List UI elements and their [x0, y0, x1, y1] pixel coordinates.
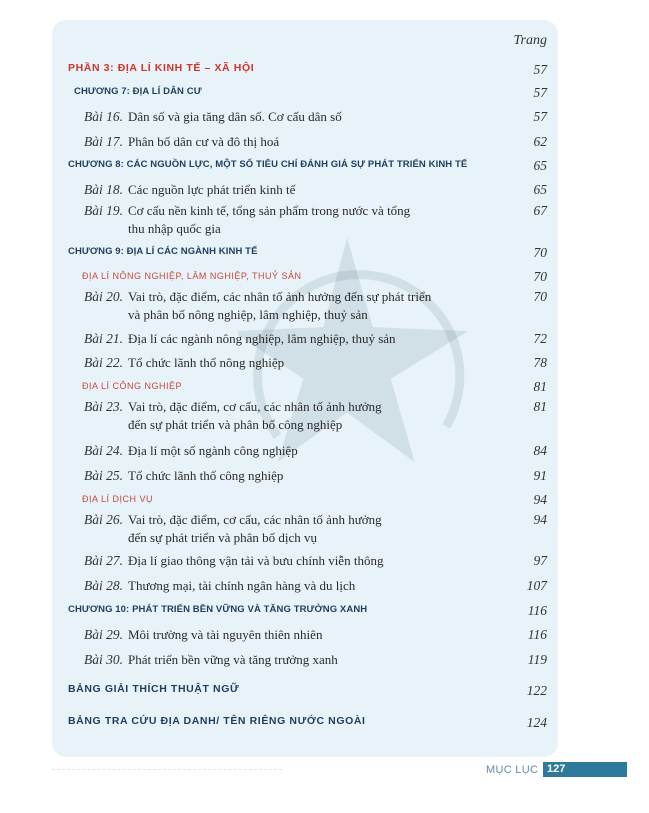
page-number: 81 [533, 379, 547, 394]
toc-lesson-row[interactable] [0, 626, 649, 646]
lesson-number: Bài 27. [84, 553, 123, 568]
toc-lesson-row[interactable] [0, 202, 649, 238]
page-number: 97 [533, 553, 547, 568]
lesson-number: Bài 22. [84, 355, 123, 370]
toc-lesson-row[interactable] [0, 330, 649, 350]
toc-lesson-row[interactable] [0, 442, 649, 462]
lesson-title: Cơ cấu nền kinh tế, tổng sản phẩm trong nước và tổng thu nhập quốc gia [128, 203, 411, 236]
lesson-title: Dân số và gia tăng dân số. Cơ cấu dân số [128, 109, 342, 124]
lesson-number: Bài 17. [84, 134, 123, 149]
page-column-header: Trang [513, 33, 547, 48]
lesson-title: Địa lí một số ngành công nghiệp [128, 443, 298, 458]
page-number: 57 [533, 109, 547, 124]
page-number: 122 [526, 683, 547, 698]
lesson-number: Bài 23. [84, 399, 123, 414]
lesson-title: Các nguồn lực phát triển kinh tế [128, 182, 296, 197]
toc-section-row[interactable] [0, 268, 649, 288]
page-number: 107 [526, 578, 547, 593]
page-number: 70 [533, 245, 547, 260]
lesson-title: Phát triển bền vững và tăng trưởng xanh [128, 652, 338, 667]
toc-section-row[interactable] [0, 491, 649, 511]
toc-lesson-row[interactable] [0, 181, 649, 201]
lesson-number: Bài 18. [84, 182, 123, 197]
lesson-number: Bài 19. [84, 203, 123, 218]
lesson-number: Bài 16. [84, 109, 123, 124]
page-number: 116 [527, 603, 547, 618]
toc-lesson-row[interactable] [0, 511, 649, 547]
toc-part-row[interactable] [0, 682, 649, 702]
lesson-title: Địa lí các ngành nông nghiệp, lâm nghiệp, thuỷ sản [128, 331, 396, 346]
toc-part-row[interactable] [0, 61, 649, 81]
lesson-number: Bài 20. [84, 289, 123, 304]
page-number: 119 [527, 652, 547, 667]
chapter-label: CHƯƠNG 10: PHÁT TRIỂN BỀN VỮNG VÀ TĂNG TRƯỞNG XANH [68, 604, 368, 615]
toc-lesson-row[interactable] [0, 651, 649, 671]
chapter-label: CHƯƠNG 7: ĐỊA LÍ DÂN CƯ [74, 86, 202, 97]
page-number: 91 [533, 468, 547, 483]
toc-lesson-row[interactable] [0, 552, 649, 572]
page-number: 81 [533, 399, 547, 414]
lesson-number: Bài 29. [84, 627, 123, 642]
page-number: 70 [533, 289, 547, 304]
toc-chapter-row[interactable] [0, 244, 649, 264]
toc-lesson-row[interactable] [0, 354, 649, 374]
page-number: 84 [533, 443, 547, 458]
toc-lesson-row[interactable] [0, 288, 649, 324]
page-number: 124 [526, 715, 547, 730]
lesson-title: Môi trường và tài nguyên thiên nhiên [128, 627, 323, 642]
lesson-title: Địa lí giao thông vận tải và bưu chính viễn thông [128, 553, 384, 568]
footer-divider [52, 769, 282, 770]
toc-chapter-row[interactable] [0, 84, 649, 104]
toc-chapter-row[interactable] [0, 602, 649, 622]
glossary-label: BẢNG GIẢI THÍCH THUẬT NGỮ [68, 683, 240, 695]
toc-section-row[interactable] [0, 378, 649, 398]
lesson-title: Phân bố dân cư và đô thị hoá [128, 134, 280, 149]
page-number: 94 [533, 512, 547, 527]
footer-section-label: MỤC LỤC [486, 764, 539, 776]
section-label: ĐỊA LÍ NÔNG NGHIỆP, LÂM NGHIỆP, THUỶ SẢN [82, 271, 302, 281]
lesson-title: Vai trò, đặc điểm, cơ cấu, các nhân tố ảnh hưởng đến sự phát triển và phân bố dịch vụ [128, 512, 382, 545]
toc-lesson-row[interactable] [0, 577, 649, 597]
section-label: ĐỊA LÍ DỊCH VỤ [82, 494, 154, 504]
chapter-label: CHƯƠNG 9: ĐỊA LÍ CÁC NGÀNH KINH TẾ [68, 246, 258, 257]
place-name-index-label: BẢNG TRA CỨU ĐỊA DANH/ TÊN RIÊNG NƯỚC NGOÀI [68, 715, 366, 727]
toc-lesson-row[interactable] [0, 133, 649, 153]
chapter-label: CHƯƠNG 8: CÁC NGUỒN LỰC, MỘT SỐ TIÊU CHÍ ĐÁNH GIÁ SỰ PHÁT TRIỂN KINH TẾ [68, 159, 468, 170]
lesson-number: Bài 21. [84, 331, 123, 346]
page-number: 72 [533, 331, 547, 346]
lesson-number: Bài 28. [84, 578, 123, 593]
page-number: 94 [533, 492, 547, 507]
toc-part-row[interactable] [0, 714, 649, 734]
page-number: 67 [533, 203, 547, 218]
toc-lesson-row[interactable] [0, 398, 649, 434]
lesson-number: Bài 26. [84, 512, 123, 527]
page-number: 65 [533, 182, 547, 197]
page-number: 70 [533, 269, 547, 284]
lesson-title: Vai trò, đặc điểm, các nhân tố ảnh hưởng đến sự phát triển và phân bố nông nghiệp, lâm nghiệp, thuỷ sản [128, 289, 432, 322]
page-number: 116 [527, 627, 547, 642]
part-label: PHẦN 3: ĐỊA LÍ KINH TẾ – XÃ HỘI [68, 62, 255, 74]
lesson-number: Bài 24. [84, 443, 123, 458]
page-number: 57 [533, 85, 547, 100]
page-number: 65 [533, 158, 547, 173]
lesson-title: Tổ chức lãnh thổ nông nghiệp [128, 355, 285, 370]
toc-lesson-row[interactable] [0, 108, 649, 128]
lesson-number: Bài 30. [84, 652, 123, 667]
lesson-title: Thương mại, tài chính ngân hàng và du lịch [128, 578, 356, 593]
toc-lesson-row[interactable] [0, 467, 649, 487]
page-number: 78 [533, 355, 547, 370]
page-number: 57 [533, 62, 547, 77]
lesson-title: Tổ chức lãnh thổ công nghiệp [128, 468, 284, 483]
footer-page-number: 127 [547, 763, 566, 775]
lesson-title: Vai trò, đặc điểm, cơ cấu, các nhân tố ảnh hưởng đến sự phát triển và phân bố công nghiệp [128, 399, 382, 432]
page-number: 62 [533, 134, 547, 149]
lesson-number: Bài 25. [84, 468, 123, 483]
toc-chapter-row[interactable] [0, 157, 649, 177]
section-label: ĐỊA LÍ CÔNG NGHIỆP [82, 381, 183, 391]
